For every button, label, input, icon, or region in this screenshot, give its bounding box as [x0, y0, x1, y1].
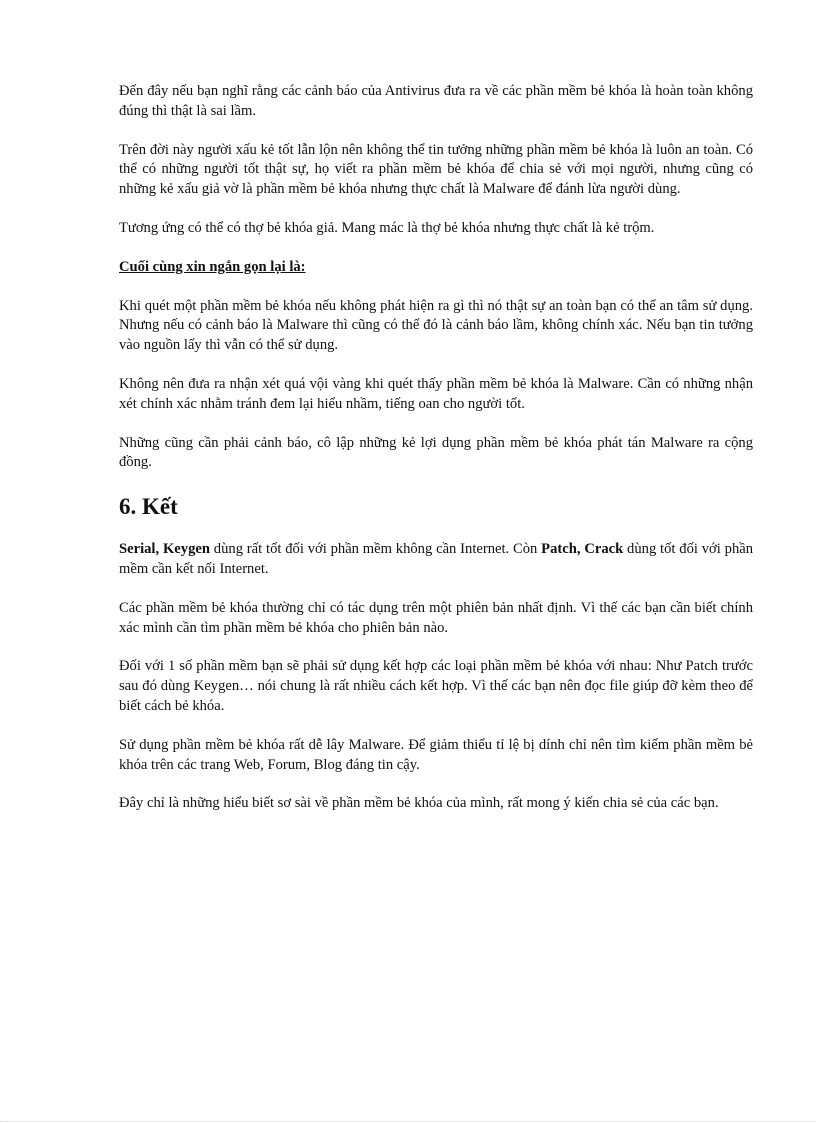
paragraph-good-and-bad: Trên đời này người xấu kẻ tốt lẫn lộn nên không thể tin tưởng những phần mềm bẻ khóa là luôn an toàn. Có thể có những người tốt thật sự, họ viết ra phần mềm bẻ khóa để chia sẻ với mọi người, nhưng cũng có những kẻ xấu giả vờ là phần mềm bẻ khóa nhưng thực chất là Malware để đánh lừa người dùng. [119, 141, 753, 198]
paragraph-no-hasty-judgement: Không nên đưa ra nhận xét quá vội vàng khi quét thấy phần mềm bẻ khóa là Malware. Cần có những nhận xét chính xác nhằm tránh đem lại hiểu nhầm, tiếng oan cho người tốt. [119, 375, 753, 412]
section-title-conclusion: 6. Kết [119, 494, 178, 520]
crack-types-end: dùng tốt đối với phần mềm cần kết nối Internet. [119, 541, 754, 577]
page-bottom-divider [0, 1121, 816, 1122]
paragraph-scan-result: Khi quét một phần mềm bẻ khóa nếu không phát hiện ra gì thì nó thật sự an toàn bạn có thể an tâm sử dụng. Nhưng nếu có cảnh báo là Malware thì cũng có thể đó là cảnh báo lầm, không chính xác. Nếu bạn tin tưởng vào nguồn lấy thì vẫn có thể sử dụng. [119, 297, 753, 354]
term-serial: Serial [119, 541, 156, 558]
term-patch: Patch [541, 541, 577, 558]
paragraph-fake-cracker: Tương ứng có thể có thợ bẻ khóa giả. Mang mác là thợ bẻ khóa nhưng thực chất là kẻ trộm. [119, 219, 655, 236]
term-separator: , [155, 541, 163, 558]
paragraph-malware-risk: Sử dụng phần mềm bẻ khóa rất dễ lây Malware. Để giảm thiểu tỉ lệ bị dính chỉ nên tìm kiếm phần mềm bẻ khóa trên các trang Web, Forum, Blog đáng tin cậy. [119, 736, 753, 773]
crack-types-middle: dùng rất tốt đối với phần mềm không cần Internet. Còn [209, 541, 542, 558]
term-crack: Crack [584, 541, 624, 558]
paragraph-closing: Đây chỉ là những hiểu biết sơ sài về phần mềm bẻ khóa của mình, rất mong ý kiến chia sẻ của các bạn. [119, 795, 719, 812]
paragraph-version-specific: Các phần mềm bẻ khóa thường chỉ có tác dụng trên một phiên bản nhất định. Vì thế các bạn cần biết chính xác mình cần tìm phần mềm bẻ khóa cho phiên bản nào. [119, 599, 753, 636]
term-keygen: Keygen [162, 541, 210, 558]
document-page [119, 82, 753, 833]
summary-subheading: Cuối cùng xin ngắn gọn lại là: [119, 258, 306, 275]
paragraph-antivirus-warning: Đến đây nếu bạn nghĩ rằng các cảnh báo của Antivirus đưa ra về các phần mềm bẻ khóa là hoàn toàn không đúng thì thật là sai lầm. [119, 83, 753, 119]
term-separator: , [576, 541, 585, 558]
paragraph-combine-tools: Đối với 1 số phần mềm bạn sẽ phải sử dụng kết hợp các loại phần mềm bẻ khóa với nhau: Như Patch trước sau đó dùng Keygen… nói chung là rất nhiều cách kết hợp. Vì thế các bạn nên đọc file giúp đỡ kèm theo để biết cách bẻ khóa. [119, 658, 753, 714]
paragraph-crack-types [119, 540, 753, 580]
paragraph-warn-community: Những cũng cần phải cảnh báo, cô lập những kẻ lợi dụng phần mềm bẻ khóa phát tán Malware ra cộng đồng. [119, 434, 753, 471]
